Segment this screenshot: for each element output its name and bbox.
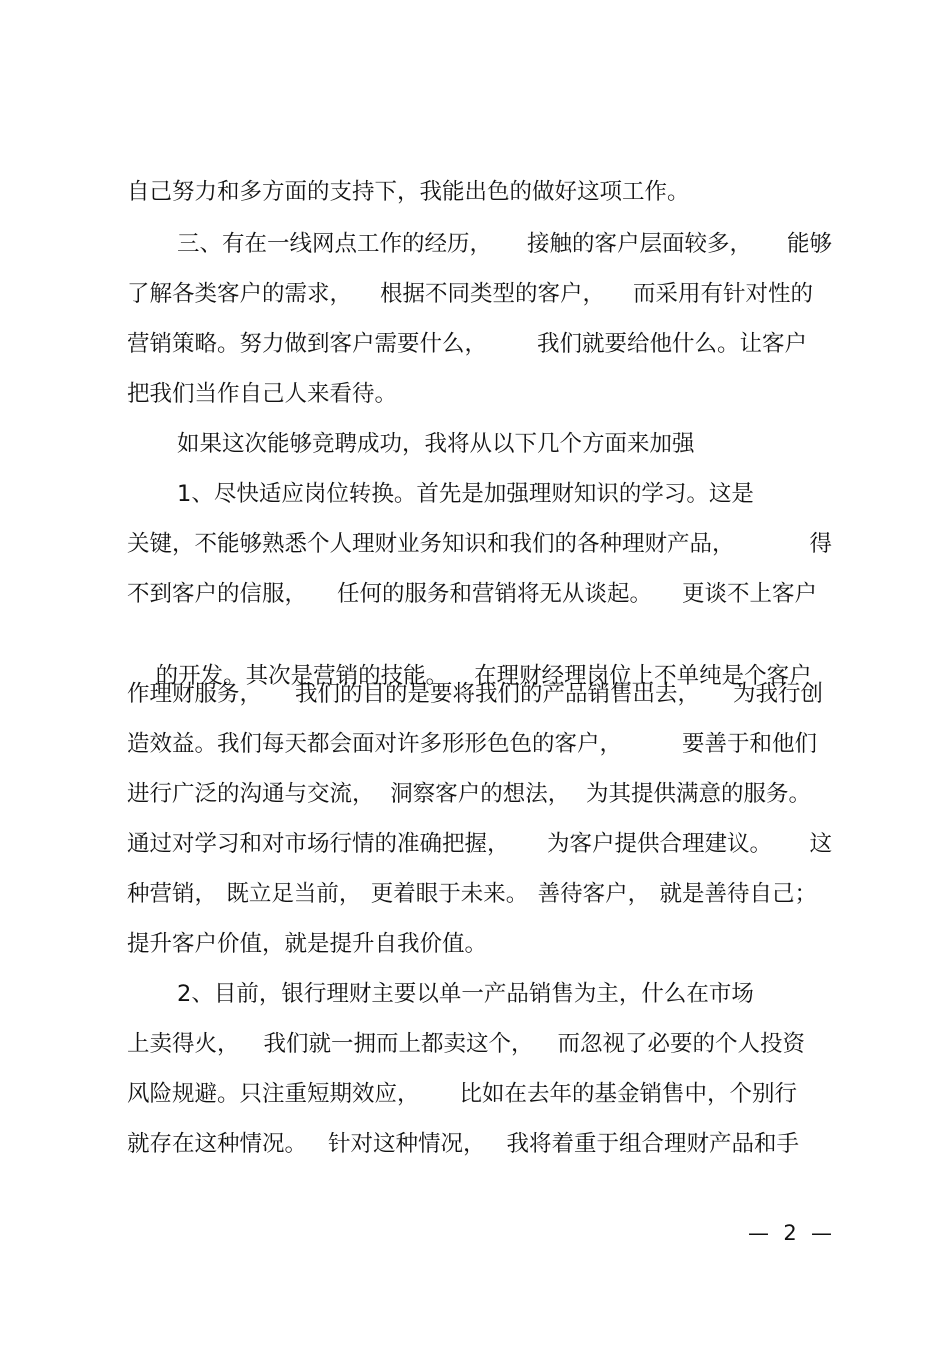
- text-segment: 就是善待自己；: [659, 881, 817, 907]
- text-segment: 更谈不上客户: [681, 581, 817, 607]
- text-segment: 风险规避。只注重短期效应，: [127, 1081, 420, 1107]
- text-segment: 善待客户，: [537, 881, 651, 907]
- text-line: [127, 528, 832, 560]
- text-segment: 关键，不能够熟悉个人理财业务知识和我们的各种理财产品，: [127, 531, 735, 557]
- text-segment: 造效益。我们每天都会面对许多形形色色的客户，: [127, 731, 623, 757]
- text-segment: 这: [809, 831, 832, 857]
- text-line: [127, 728, 817, 760]
- text-segment: 为我行创: [732, 681, 823, 707]
- text-segment: 在理财经理岗位上不单纯是个客户: [474, 663, 812, 689]
- text-segment: 而忽视了必要的个人投资: [557, 1031, 805, 1057]
- page-number-dash-left: —: [748, 1221, 769, 1245]
- text-segment: 我们就要给他什么。让客户: [536, 331, 807, 357]
- text-segment: 进行广泛的沟通与交流，: [127, 781, 375, 807]
- text-segment: 的开发。其次是营销的技能。: [155, 663, 449, 689]
- text-segment: 要善于和他们: [681, 731, 817, 757]
- text-line: [127, 678, 823, 710]
- text-line: [127, 278, 813, 310]
- text-segment: 我将着重于组合理财产品和手: [506, 1131, 799, 1157]
- text-segment: 通过对学习和对市场行情的准确把握，: [127, 831, 510, 857]
- text-segment: 得: [809, 531, 832, 557]
- text-segment: 我们就一拥而上都卖这个，: [263, 1031, 534, 1057]
- text-segment: 根据不同类型的客户，: [379, 281, 605, 307]
- text-line: 把我们当作自己人来看待。: [127, 381, 398, 407]
- text-line: 提升客户价值，就是提升自我价值。: [127, 931, 488, 957]
- text-segment: 接触的客户层面较多，: [526, 231, 752, 257]
- text-line: [127, 1078, 797, 1110]
- text-segment: 为客户提供合理建议。: [546, 831, 772, 857]
- text-segment: 针对这种情况，: [327, 1131, 486, 1157]
- text-segment: 营销策略。努力做到客户需要什么，: [127, 331, 488, 357]
- page-number-value: 2: [783, 1221, 797, 1245]
- text-segment: 比如在去年的基金销售中，个别行: [459, 1081, 797, 1107]
- text-line: [127, 878, 817, 910]
- text-segment: 种营销，: [127, 881, 218, 907]
- text-line: [177, 228, 832, 260]
- text-line: 1、尽快适应岗位转换。首先是加强理财知识的学习。这是: [177, 481, 754, 507]
- text-segment: 更着眼于未来。: [370, 881, 529, 907]
- text-segment: 能够: [786, 231, 832, 257]
- text-segment: 不到客户的信服，: [127, 581, 308, 607]
- text-segment: 既立足当前，: [226, 881, 362, 907]
- text-segment: 任何的服务和营销将无从谈起。: [336, 581, 652, 607]
- text-segment: 我们的目的是要将我们的产品销售出去，: [294, 681, 700, 707]
- text-segment: 了解各类客户的需求，: [127, 281, 353, 307]
- text-line: [127, 828, 832, 860]
- text-segment: 而采用有针对性的: [632, 281, 813, 307]
- page-number-dash-right: —: [811, 1221, 832, 1245]
- text-segment: 作理财服务，: [127, 681, 263, 707]
- text-line: [127, 628, 812, 689]
- text-line: [127, 778, 811, 810]
- page-number: [748, 1218, 832, 1248]
- text-segment: 洞察客户的想法，: [390, 781, 571, 807]
- text-line: [127, 578, 817, 610]
- text-line: 2、目前，银行理财主要以单一产品销售为主，什么在市场: [177, 981, 754, 1007]
- text-segment: 三、有在一线网点工作的经历，: [177, 231, 493, 257]
- text-line: [127, 1028, 805, 1060]
- text-line: 如果这次能够竞聘成功，我将从以下几个方面来加强: [177, 431, 695, 457]
- text-segment: 就存在这种情况。: [127, 1131, 308, 1157]
- text-line: 自己努力和多方面的支持下，我能出色的做好这项工作。: [127, 179, 690, 205]
- text-line: [127, 1128, 799, 1160]
- text-line: [127, 328, 807, 360]
- text-segment: 上卖得火，: [127, 1031, 240, 1057]
- text-segment: 为其提供满意的服务。: [585, 781, 811, 807]
